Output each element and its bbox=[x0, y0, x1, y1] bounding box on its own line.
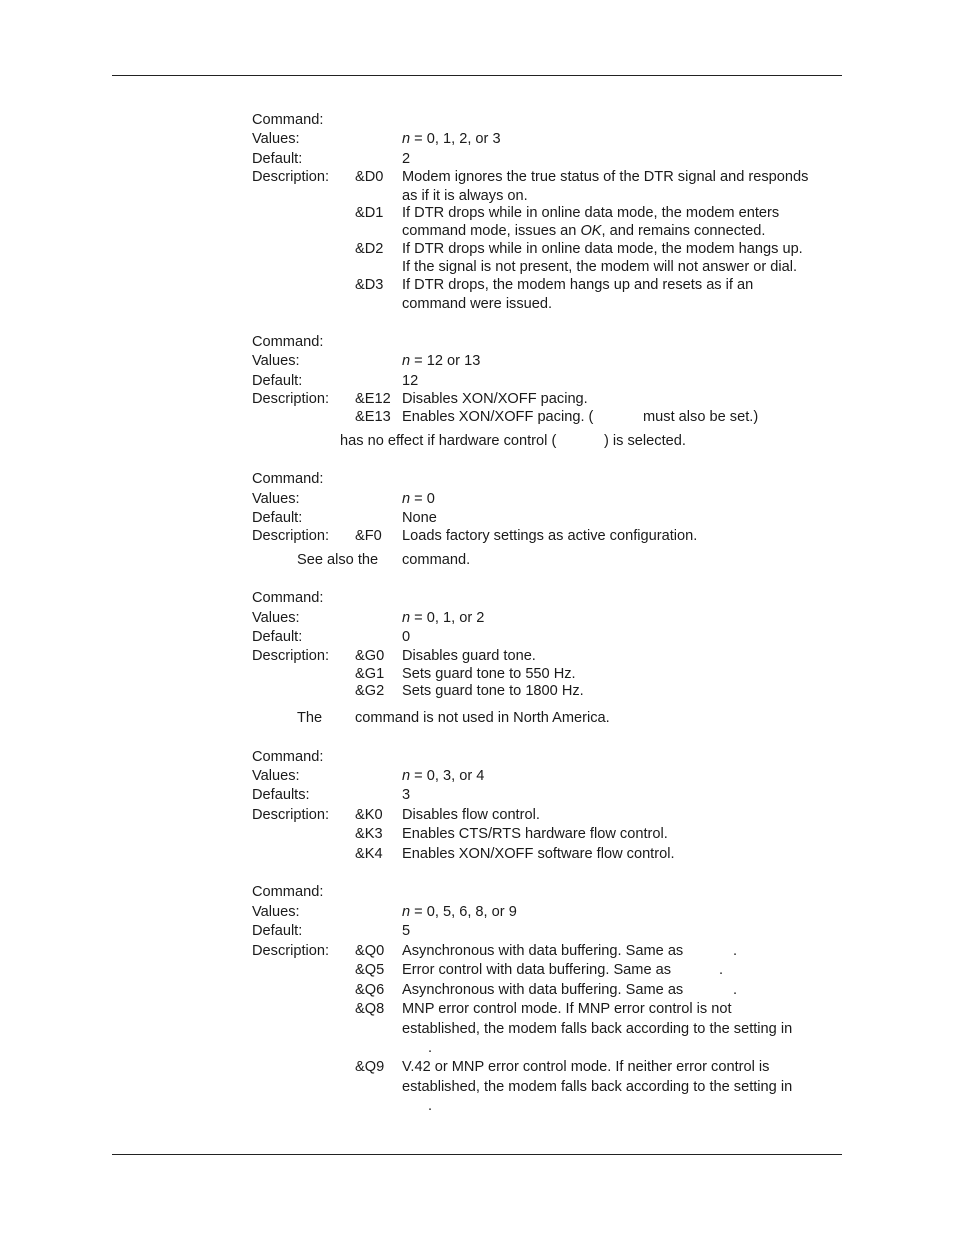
g-desc-1: Sets guard tone to 550 Hz. bbox=[402, 666, 576, 682]
d-code-3: &D3 bbox=[355, 277, 384, 293]
f-command-label: Command: bbox=[252, 471, 324, 487]
g-code-2: &G2 bbox=[355, 683, 385, 699]
g-command-label: Command: bbox=[252, 590, 324, 606]
q-code-0: &Q0 bbox=[355, 943, 385, 959]
e-desc-1-pre: Enables XON/XOFF pacing. ( bbox=[402, 409, 594, 425]
d-code-1: &D1 bbox=[355, 205, 384, 221]
d-values: n = 0, 1, 2, or 3 bbox=[402, 131, 501, 147]
k-code-0: &K0 bbox=[355, 807, 383, 823]
q-desc-3-line2: established, the modem falls back according to the setting in bbox=[402, 1021, 793, 1037]
f-description-label: Description: bbox=[252, 528, 330, 544]
q-desc-4-tail: . bbox=[428, 1098, 433, 1114]
q-code-4: &Q9 bbox=[355, 1059, 385, 1075]
d-desc-1-line2: command mode, issues an OK, and remains connected. bbox=[402, 223, 766, 239]
q-default: 5 bbox=[402, 923, 411, 939]
q-desc-2-tail: . bbox=[733, 982, 738, 998]
f-default: None bbox=[402, 510, 437, 526]
q-command-label: Command: bbox=[252, 884, 324, 900]
d-desc-3-line2: command were issued. bbox=[402, 296, 553, 312]
footer-rule bbox=[112, 1154, 842, 1155]
q-desc-3-line1: MNP error control mode. If MNP error control is not bbox=[402, 1001, 732, 1017]
g-note-b: command is not used in North America. bbox=[355, 710, 610, 726]
q-desc-0: Asynchronous with data buffering. Same as bbox=[402, 943, 684, 959]
d-code-2: &D2 bbox=[355, 241, 384, 257]
q-description-label: Description: bbox=[252, 943, 330, 959]
k-description-label: Description: bbox=[252, 807, 330, 823]
f-code-0: &F0 bbox=[355, 528, 382, 544]
q-desc-1-tail: . bbox=[719, 962, 724, 978]
k-command-label: Command: bbox=[252, 749, 324, 765]
g-description-label: Description: bbox=[252, 648, 330, 664]
k-defaults-label: Defaults: bbox=[252, 787, 310, 803]
k-code-1: &K3 bbox=[355, 826, 383, 842]
q-code-1: &Q5 bbox=[355, 962, 385, 978]
f-values-label: Values: bbox=[252, 491, 300, 507]
header-rule bbox=[112, 75, 842, 76]
d-desc-0-line2: as if it is always on. bbox=[402, 188, 528, 204]
e-command-label: Command: bbox=[252, 334, 324, 350]
e-description-label: Description: bbox=[252, 391, 330, 407]
e-code-1: &E13 bbox=[355, 409, 391, 425]
d-desc-3-line1: If DTR drops, the modem hangs up and resets as if an bbox=[402, 277, 754, 293]
q-code-3: &Q8 bbox=[355, 1001, 385, 1017]
f-note-a: See also the bbox=[297, 552, 379, 568]
d-code-0: &D0 bbox=[355, 169, 384, 185]
g-default: 0 bbox=[402, 629, 411, 645]
f-desc-0: Loads factory settings as active configuration. bbox=[402, 528, 698, 544]
d-command-label: Command: bbox=[252, 112, 324, 128]
e-note-b: ) is selected. bbox=[604, 433, 686, 449]
q-desc-4-line2: established, the modem falls back according to the setting in bbox=[402, 1079, 793, 1095]
k-default: 3 bbox=[402, 787, 411, 803]
g-code-0: &G0 bbox=[355, 648, 385, 664]
e-desc-0: Disables XON/XOFF pacing. bbox=[402, 391, 588, 407]
g-default-label: Default: bbox=[252, 629, 303, 645]
q-default-label: Default: bbox=[252, 923, 303, 939]
e-default-label: Default: bbox=[252, 373, 303, 389]
d-values-label: Values: bbox=[252, 131, 300, 147]
q-desc-1: Error control with data buffering. Same as bbox=[402, 962, 672, 978]
q-desc-3-tail: . bbox=[428, 1040, 433, 1056]
q-desc-2: Asynchronous with data buffering. Same as bbox=[402, 982, 684, 998]
e-values-label: Values: bbox=[252, 353, 300, 369]
g-note-a: The bbox=[297, 710, 323, 726]
e-note-a: has no effect if hardware control ( bbox=[340, 433, 557, 449]
g-code-1: &G1 bbox=[355, 666, 385, 682]
e-values: n = 12 or 13 bbox=[402, 353, 481, 369]
k-desc-0: Disables flow control. bbox=[402, 807, 540, 823]
g-values: n = 0, 1, or 2 bbox=[402, 610, 485, 626]
q-desc-0-tail: . bbox=[733, 943, 738, 959]
d-default-label: Default: bbox=[252, 151, 303, 167]
e-desc-1-post: must also be set.) bbox=[643, 409, 759, 425]
k-values-label: Values: bbox=[252, 768, 300, 784]
d-desc-2-line2: If the signal is not present, the modem will not answer or dial. bbox=[402, 259, 798, 275]
k-values: n = 0, 3, or 4 bbox=[402, 768, 485, 784]
d-desc-1-line1: If DTR drops while in online data mode, the modem enters bbox=[402, 205, 780, 221]
d-desc-2-line1: If DTR drops while in online data mode, the modem hangs up. bbox=[402, 241, 803, 257]
k-desc-2: Enables XON/XOFF software flow control. bbox=[402, 846, 675, 862]
d-description-label: Description: bbox=[252, 169, 330, 185]
g-values-label: Values: bbox=[252, 610, 300, 626]
k-code-2: &K4 bbox=[355, 846, 383, 862]
d-default: 2 bbox=[402, 151, 411, 167]
q-values-label: Values: bbox=[252, 904, 300, 920]
q-values: n = 0, 5, 6, 8, or 9 bbox=[402, 904, 517, 920]
d-desc-0-line1: Modem ignores the true status of the DTR signal and responds bbox=[402, 169, 809, 185]
k-desc-1: Enables CTS/RTS hardware flow control. bbox=[402, 826, 668, 842]
g-desc-0: Disables guard tone. bbox=[402, 648, 536, 664]
f-note-b: command. bbox=[402, 552, 471, 568]
e-default: 12 bbox=[402, 373, 419, 389]
q-desc-4-line1: V.42 or MNP error control mode. If neither error control is bbox=[402, 1059, 770, 1075]
e-code-0: &E12 bbox=[355, 391, 391, 407]
f-values: n = 0 bbox=[402, 491, 435, 507]
g-desc-2: Sets guard tone to 1800 Hz. bbox=[402, 683, 584, 699]
q-code-2: &Q6 bbox=[355, 982, 385, 998]
f-default-label: Default: bbox=[252, 510, 303, 526]
